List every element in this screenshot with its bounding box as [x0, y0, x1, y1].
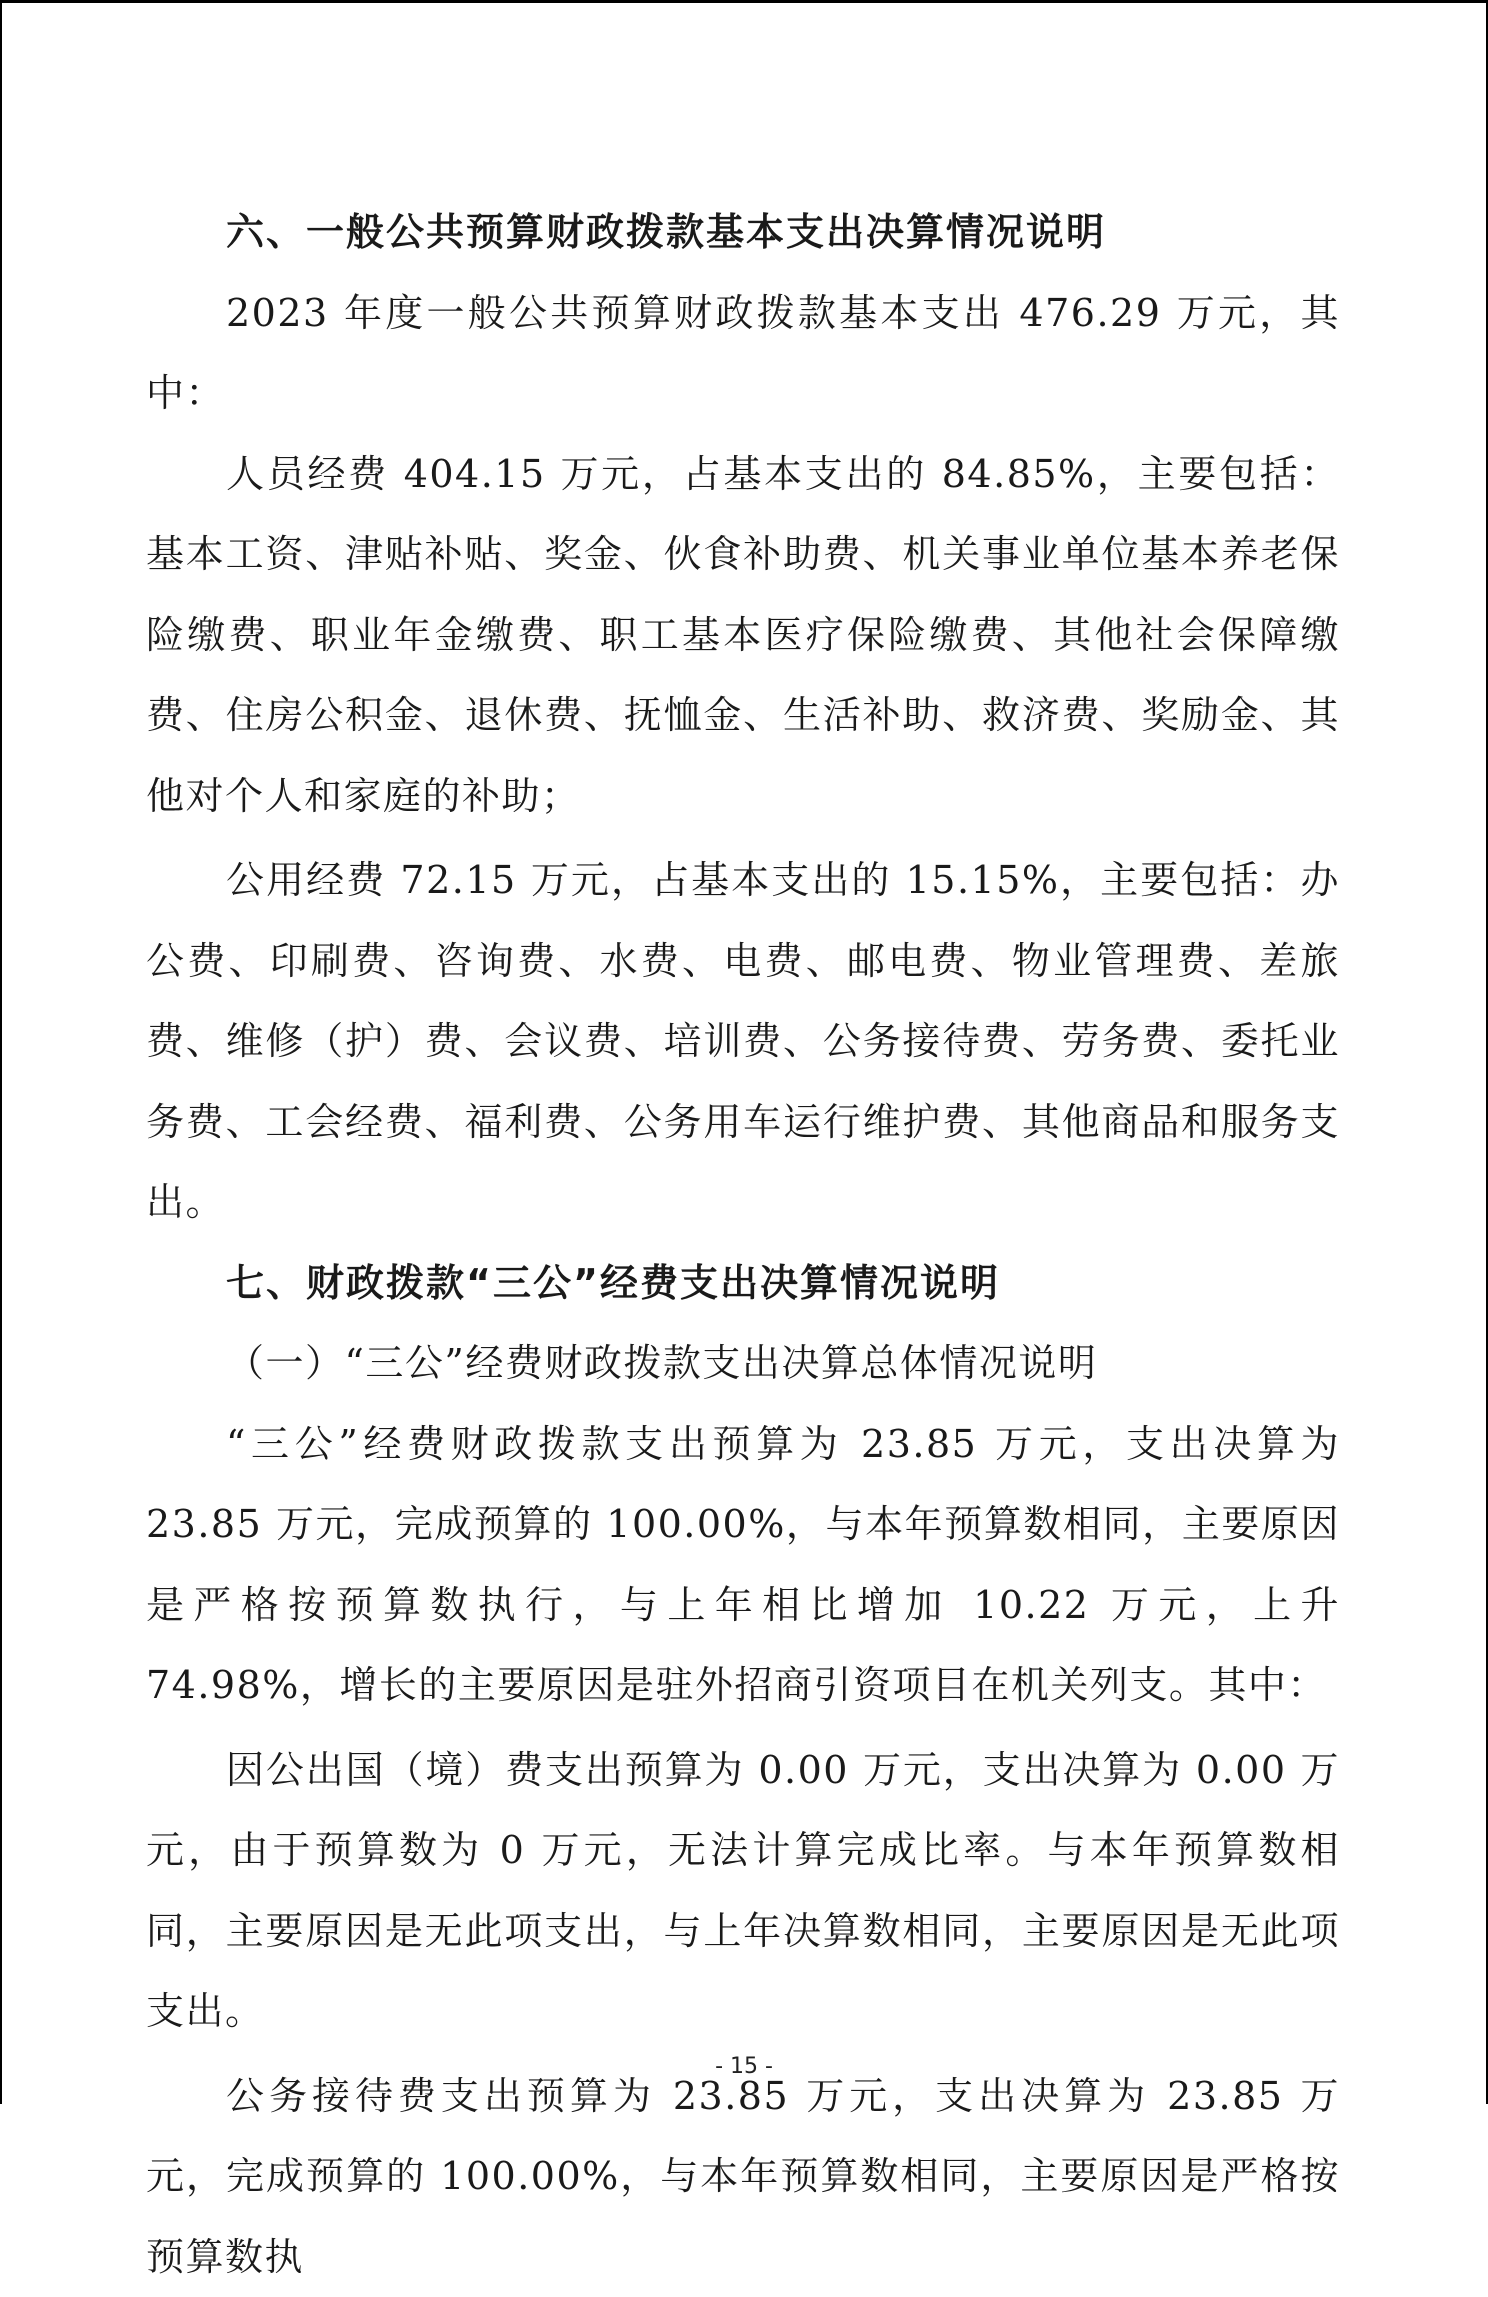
page-top-border: [0, 0, 1488, 3]
paragraph-personnel-expenses: 人员经费 404.15 万元，占基本支出的 84.85%，主要包括：基本工资、津贴补贴、奖金、伙食补助费、机关事业单位基本养老保险缴费、职业年金缴费、职工基本医疗保险缴费、其他社会保障缴费、住房公积金、退休费、抚恤金、生活补助、救济费、奖励金、其他对个人和家庭的补助；: [146, 434, 1340, 837]
page-number: - 15 -: [0, 2054, 1488, 2079]
paragraph-official-reception: 公务接待费支出预算为 23.85 万元，支出决算为 23.85 万元，完成预算的 100.00%，与本年预算数相同，主要原因是严格按预算数执: [146, 2056, 1340, 2297]
paragraph-basic-expenditure-total: 2023 年度一般公共预算财政拨款基本支出 476.29 万元，其中：: [146, 273, 1340, 434]
subsection-heading-1: （一）“三公”经费财政拨款支出决算总体情况说明: [146, 1323, 1340, 1404]
section-heading-6: 六、一般公共预算财政拨款基本支出决算情况说明: [146, 192, 1340, 273]
paragraph-three-public-overview: “三公”经费财政拨款支出预算为 23.85 万元，支出决算为 23.85 万元，完成预算的 100.00%，与本年预算数相同，主要原因是严格按预算数执行，与上年相比增加 10.22 万元，上升 74.98%，增长的主要原因是驻外招商引资项目在机关列支。其中：: [146, 1404, 1340, 1726]
paragraph-overseas-travel: 因公出国（境）费支出预算为 0.00 万元，支出决算为 0.00 万元，由于预算数为 0 万元，无法计算完成比率。与本年预算数相同，主要原因是无此项支出，与上年决算数相同，主要原因是无此项支出。: [146, 1730, 1340, 2052]
page-left-border: [0, 0, 2, 2104]
paragraph-public-expenses: 公用经费 72.15 万元，占基本支出的 15.15%，主要包括：办公费、印刷费、咨询费、水费、电费、邮电费、物业管理费、差旅费、维修（护）费、会议费、培训费、公务接待费、劳务费、委托业务费、工会经费、福利费、公务用车运行维护费、其他商品和服务支出。: [146, 840, 1340, 1243]
document-body: [146, 192, 1340, 2297]
section-heading-7: 七、财政拨款“三公”经费支出决算情况说明: [146, 1243, 1340, 1324]
